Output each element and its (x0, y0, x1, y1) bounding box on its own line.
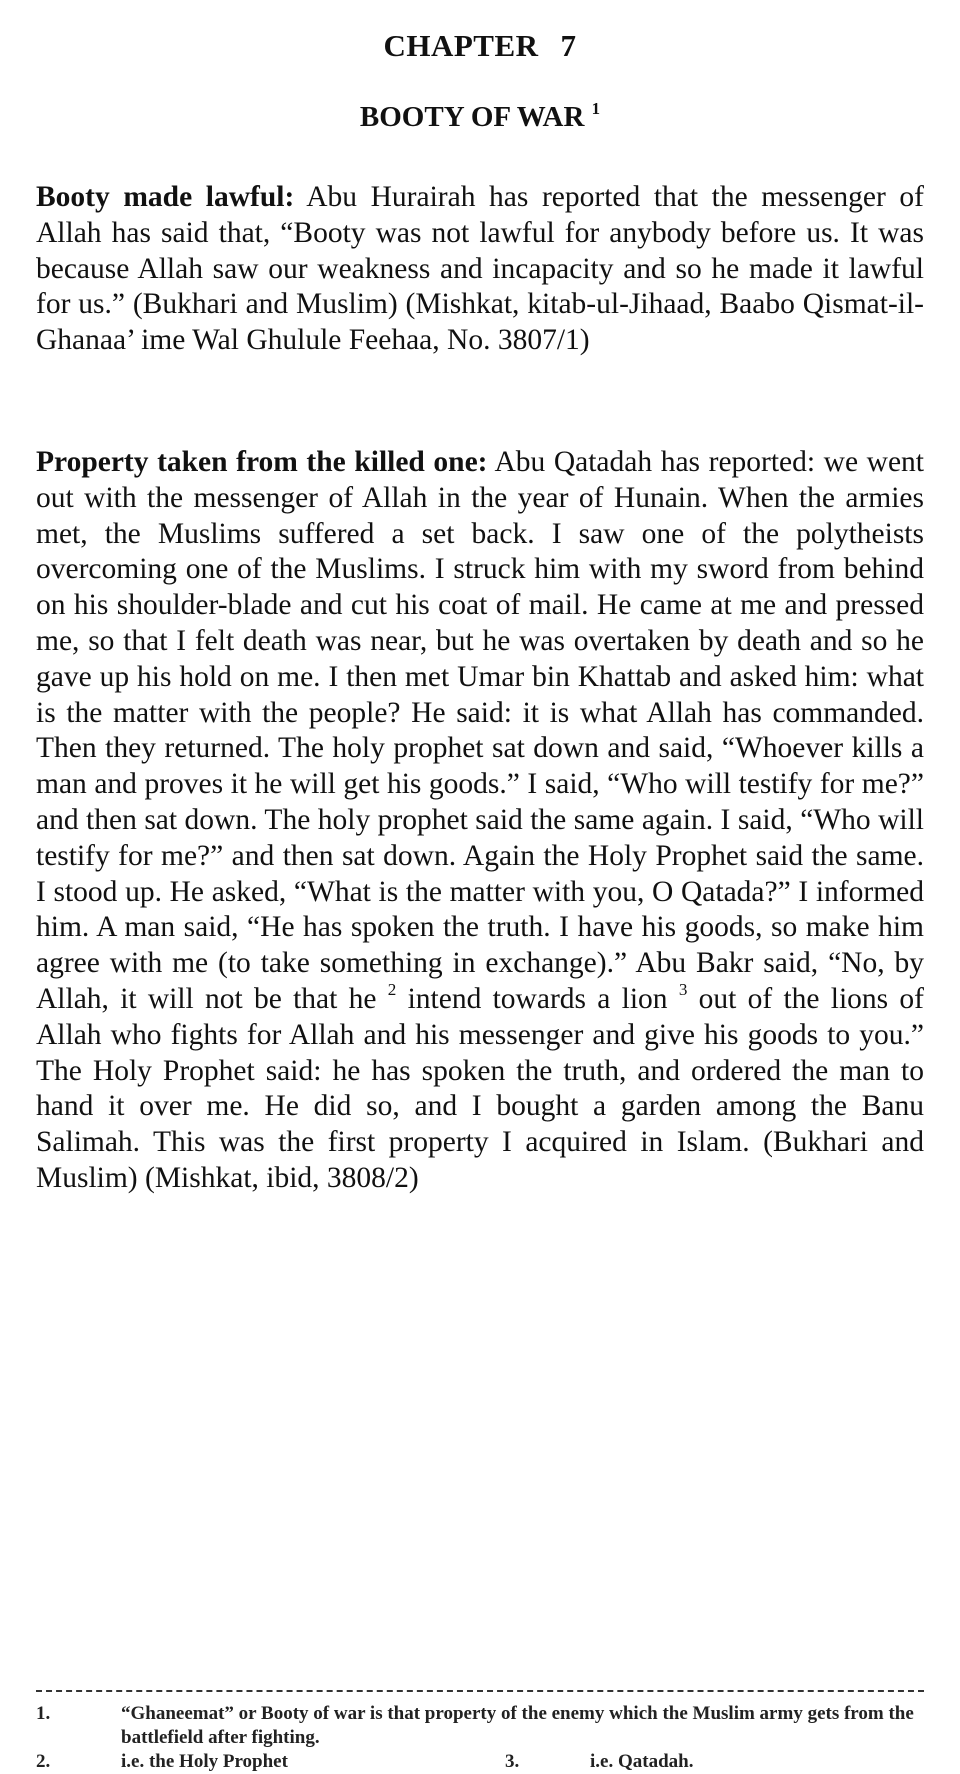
paragraph-text: intend towards a lion (396, 982, 679, 1015)
paragraph-text: out of the lions of Allah who fights for Allah and his messenger and give his goods to you.” The Holy Prophet said: he has spoken the truth, and ordered the man to hand it over me. He did so, and I bought a garden among the Banu Salimah. This was the first property I acquired in Islam. (Bukhari and Muslim) (Mishkat, ibid, 3808/2) (36, 982, 924, 1194)
paragraph-lead: Property taken from the killed one: (36, 446, 488, 478)
section-title-text: BOOTY OF WAR (359, 101, 585, 133)
section-title (0, 98, 960, 134)
footnote-number: 1. (36, 1703, 51, 1724)
footnote-number: 3. (505, 1751, 520, 1772)
chapter-number: 7 (560, 28, 577, 63)
footnote-1 (36, 1702, 924, 1750)
footnote-text: i.e. the Holy Prophet (121, 1751, 288, 1772)
footnote-2-3-row (36, 1750, 924, 1774)
footnote-ref-2: 2 (387, 980, 397, 1000)
footnote-divider (36, 1690, 924, 1692)
paragraph-property-taken (36, 445, 924, 1197)
footnote-text: “Ghaneemat” or Booty of war is that property of the enemy which the Muslim army gets from the battlefield after fighting. (121, 1703, 914, 1748)
paragraph-lead: Booty made lawful: (36, 181, 295, 213)
footnote-text: i.e. Qatadah. (590, 1751, 694, 1772)
paragraph-text: Abu Qatadah has reported: we went out with the messenger of Allah in the year of Hunain. When the armies met, the Muslims suffered a set back. I saw one of the polytheists overcoming one of the Muslims. I struck him with my sword from behind on his shoulder-blade and cut his coat of mail. He came at me and pressed me, so that I felt death was near, but he was overtaken by death and so he gave up his hold on me. I then met Umar bin Khattab and asked him: what is the matter with the people? He said: it is what Allah has commanded. Then they returned. The holy prophet sat down and said, “Whoever kills a man and proves it he will get his goods.” I said, “Who will testify for me?” and then sat down. The holy prophet said the same again. I said, “Who will testify for me?” and then sat down. Again the Holy Prophet said the same. I stood up. He asked, “What is the matter with you, O Qatada?” I informed him. A man said, “He has spoken the truth. I have his goods, so make him agree with me (to take something in exchange).” Abu Bakr said, “No, by Allah, it will not be that he (36, 446, 925, 1015)
footnote-ref-1: 1 (591, 98, 601, 118)
paragraph-text: Abu Hurairah has reported that the messenger of Allah has said that, “Booty was not lawful for anybody before us. It was because Allah saw our weakness and incapacity and so he made it lawful for us.” (Bukhari and Muslim) (Mishkat, kitab-ul-Jihaad, Baabo Qismat-il-Ghanaa’ ime Wal Ghulule Feehaa, No. 3807/1) (36, 181, 924, 357)
footnote-ref-3: 3 (678, 980, 688, 1000)
chapter-label: CHAPTER (383, 28, 539, 63)
paragraph-booty-made-lawful (36, 180, 924, 359)
footnote-number: 2. (36, 1751, 51, 1772)
chapter-heading (0, 28, 960, 64)
footnotes (36, 1702, 924, 1774)
